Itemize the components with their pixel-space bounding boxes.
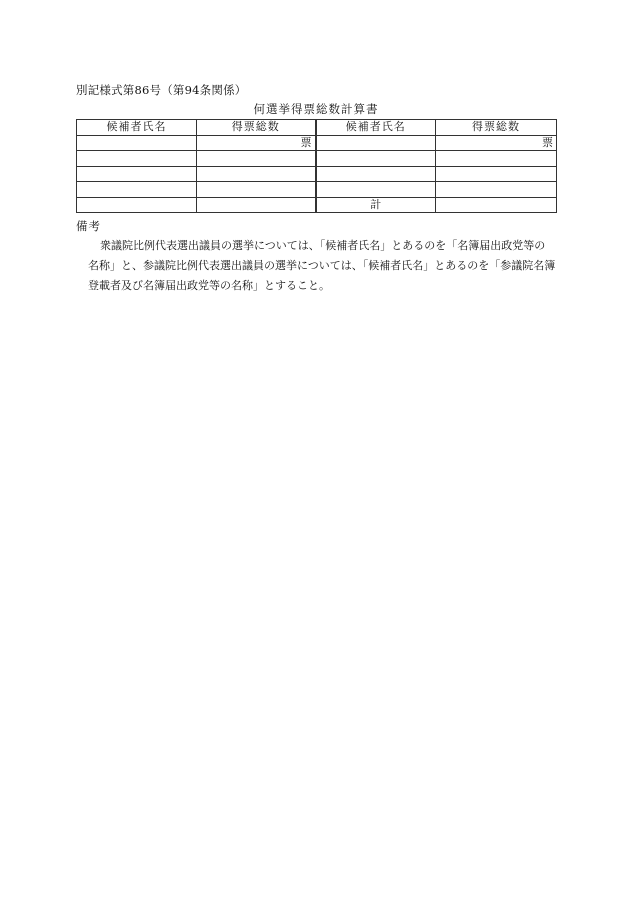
vote-tally-table: [76, 119, 557, 213]
header-total-votes-right: 得票総数: [436, 120, 557, 136]
form-number: 別記様式第86号（第94条関係）: [76, 83, 247, 97]
candidate-name-cell: [316, 182, 436, 198]
table-row: [77, 166, 557, 182]
candidate-name-cell: [77, 151, 197, 167]
header-total-votes-left: 得票総数: [197, 120, 316, 136]
document-title: 何選挙得票総数計算書: [253, 102, 379, 116]
total-label-cell: 計: [316, 197, 436, 213]
table-total-row: [77, 197, 557, 213]
vote-count-cell: [197, 166, 316, 182]
vote-count-cell: [197, 151, 316, 167]
header-candidate-name-right: 候補者氏名: [316, 120, 436, 136]
remarks-label: 備考: [76, 219, 101, 233]
vote-count-cell: [436, 182, 557, 198]
header-candidate-name-left: 候補者氏名: [77, 120, 197, 136]
vote-count-cell: [197, 197, 316, 213]
vote-unit-cell: 票: [436, 135, 557, 151]
candidate-name-cell: [316, 151, 436, 167]
candidate-name-cell: [77, 166, 197, 182]
remarks-text: 衆議院比例代表選出議員の選挙については、「候補者氏名」とあるのを「名簿届出政党等の名称」と、参議院比例代表選出議員の選挙については、「候補者氏名」とあるのを「参議院名簿登載者及び名簿届出政党等の名称」とすること。: [88, 239, 556, 292]
candidate-name-cell: [77, 182, 197, 198]
table-row: [77, 151, 557, 167]
candidate-name-cell: [316, 166, 436, 182]
table-header-row: [77, 120, 557, 136]
candidate-name-cell: [77, 197, 197, 213]
candidate-name-cell: [77, 135, 197, 151]
table-row: [77, 182, 557, 198]
vote-count-cell: [436, 166, 557, 182]
vote-count-cell: [436, 151, 557, 167]
vote-unit-cell: 票: [197, 135, 316, 151]
total-value-cell: [436, 197, 557, 213]
candidate-name-cell: [316, 135, 436, 151]
vote-count-cell: [197, 182, 316, 198]
table-row: [77, 135, 557, 151]
